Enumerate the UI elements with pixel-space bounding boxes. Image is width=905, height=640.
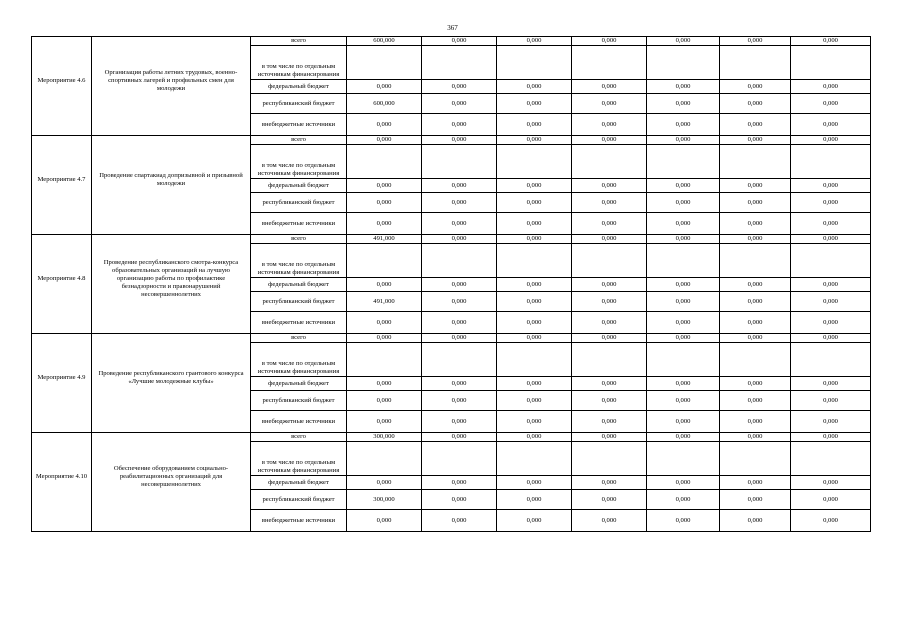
amount-cell: 0,000 (572, 476, 647, 490)
amount-cell: 0,000 (647, 80, 720, 94)
funding-source: внебюджетные источники (251, 114, 347, 136)
amount-cell: 0,000 (347, 510, 422, 532)
amount-cell: 0,000 (720, 213, 791, 235)
amount-cell: 0,000 (572, 490, 647, 510)
funding-source: федеральный бюджет (251, 278, 347, 292)
amount-cell: 0,000 (647, 490, 720, 510)
funding-source: в том числе по отдельным источникам финансирования (251, 343, 347, 377)
amount-cell: 0,000 (422, 391, 497, 411)
amount-cell: 0,000 (647, 136, 720, 145)
amount-cell: 0,000 (647, 94, 720, 114)
amount-cell (720, 46, 791, 80)
amount-cell: 0,000 (647, 312, 720, 334)
amount-cell: 0,000 (572, 193, 647, 213)
amount-cell: 0,000 (347, 334, 422, 343)
amount-cell: 0,000 (791, 312, 871, 334)
amount-cell: 0,000 (422, 334, 497, 343)
amount-cell: 0,000 (720, 510, 791, 532)
amount-cell: 0,000 (497, 278, 572, 292)
amount-cell: 0,000 (422, 433, 497, 442)
amount-cell: 0,000 (720, 391, 791, 411)
funding-table (31, 36, 871, 532)
amount-cell: 0,000 (791, 476, 871, 490)
amount-cell (791, 244, 871, 278)
amount-cell: 0,000 (347, 411, 422, 433)
amount-cell (572, 46, 647, 80)
amount-cell (647, 46, 720, 80)
amount-cell: 0,000 (791, 334, 871, 343)
amount-cell (720, 244, 791, 278)
amount-cell: 0,000 (572, 292, 647, 312)
amount-cell: 0,000 (497, 114, 572, 136)
amount-cell: 0,000 (647, 433, 720, 442)
amount-cell (572, 343, 647, 377)
amount-cell: 0,000 (572, 433, 647, 442)
amount-cell: 0,000 (572, 377, 647, 391)
amount-cell: 300,000 (347, 433, 422, 442)
amount-cell: 0,000 (647, 278, 720, 292)
amount-cell: 0,000 (720, 136, 791, 145)
amount-cell: 0,000 (647, 334, 720, 343)
amount-cell (347, 46, 422, 80)
amount-cell: 0,000 (720, 411, 791, 433)
amount-cell: 0,000 (720, 292, 791, 312)
amount-cell: 0,000 (720, 312, 791, 334)
amount-cell: 0,000 (572, 179, 647, 193)
amount-cell: 491,000 (347, 235, 422, 244)
amount-cell (572, 442, 647, 476)
amount-cell: 0,000 (497, 476, 572, 490)
amount-cell: 0,000 (422, 94, 497, 114)
amount-cell (347, 343, 422, 377)
amount-cell (791, 442, 871, 476)
amount-cell: 0,000 (647, 114, 720, 136)
activity-label: Мероприятие 4.7 (32, 136, 92, 235)
amount-cell: 0,000 (572, 213, 647, 235)
amount-cell: 0,000 (422, 476, 497, 490)
amount-cell (497, 46, 572, 80)
funding-source: всего (251, 235, 347, 244)
amount-cell: 0,000 (791, 94, 871, 114)
amount-cell: 300,000 (347, 490, 422, 510)
amount-cell: 0,000 (347, 391, 422, 411)
amount-cell: 0,000 (791, 377, 871, 391)
amount-cell (647, 343, 720, 377)
amount-cell (497, 145, 572, 179)
amount-cell: 0,000 (572, 136, 647, 145)
amount-cell: 0,000 (572, 235, 647, 244)
funding-source: федеральный бюджет (251, 80, 347, 94)
amount-cell: 0,000 (720, 278, 791, 292)
funding-source: республиканский бюджет (251, 94, 347, 114)
funding-source: федеральный бюджет (251, 476, 347, 490)
amount-cell: 491,000 (347, 292, 422, 312)
amount-cell: 0,000 (347, 179, 422, 193)
amount-cell: 0,000 (572, 94, 647, 114)
amount-cell: 0,000 (647, 292, 720, 312)
activity-name: Организация работы летних трудовых, военно-спортивных лагерей и профильных смен для молодежи (92, 37, 251, 136)
amount-cell: 0,000 (791, 193, 871, 213)
amount-cell: 0,000 (647, 476, 720, 490)
funding-source: всего (251, 433, 347, 442)
amount-cell (422, 145, 497, 179)
table-row (32, 433, 871, 442)
amount-cell (422, 46, 497, 80)
amount-cell: 0,000 (497, 433, 572, 442)
funding-source: республиканский бюджет (251, 193, 347, 213)
funding-source: внебюджетные источники (251, 510, 347, 532)
amount-cell: 0,000 (497, 490, 572, 510)
funding-source: в том числе по отдельным источникам финансирования (251, 442, 347, 476)
amount-cell (791, 46, 871, 80)
amount-cell (572, 145, 647, 179)
amount-cell: 0,000 (720, 114, 791, 136)
amount-cell (497, 343, 572, 377)
funding-source: внебюджетные источники (251, 213, 347, 235)
funding-source: федеральный бюджет (251, 377, 347, 391)
amount-cell: 0,000 (497, 377, 572, 391)
amount-cell: 0,000 (791, 292, 871, 312)
amount-cell: 0,000 (647, 193, 720, 213)
amount-cell: 0,000 (647, 179, 720, 193)
amount-cell: 0,000 (422, 411, 497, 433)
amount-cell: 0,000 (497, 179, 572, 193)
amount-cell: 600,000 (347, 37, 422, 46)
page-number: 367 (447, 24, 458, 32)
amount-cell: 0,000 (422, 37, 497, 46)
amount-cell: 0,000 (497, 312, 572, 334)
amount-cell (647, 145, 720, 179)
amount-cell (422, 343, 497, 377)
amount-cell: 0,000 (347, 136, 422, 145)
amount-cell: 0,000 (791, 136, 871, 145)
funding-source: федеральный бюджет (251, 179, 347, 193)
activity-label: Мероприятие 4.8 (32, 235, 92, 334)
amount-cell: 0,000 (572, 334, 647, 343)
activity-label: Мероприятие 4.6 (32, 37, 92, 136)
funding-source: всего (251, 334, 347, 343)
amount-cell: 0,000 (791, 235, 871, 244)
activity-name: Проведение республиканского грантового конкурса «Лучшие молодежные клубы» (92, 334, 251, 433)
amount-cell: 0,000 (572, 278, 647, 292)
amount-cell: 0,000 (497, 193, 572, 213)
amount-cell: 0,000 (347, 213, 422, 235)
amount-cell: 0,000 (720, 37, 791, 46)
amount-cell (422, 442, 497, 476)
amount-cell: 0,000 (347, 193, 422, 213)
amount-cell: 0,000 (422, 312, 497, 334)
amount-cell: 0,000 (720, 80, 791, 94)
amount-cell: 0,000 (497, 510, 572, 532)
amount-cell: 0,000 (791, 179, 871, 193)
amount-cell: 0,000 (347, 377, 422, 391)
amount-cell: 0,000 (572, 391, 647, 411)
amount-cell: 0,000 (347, 476, 422, 490)
amount-cell: 0,000 (497, 334, 572, 343)
amount-cell: 0,000 (720, 179, 791, 193)
amount-cell: 0,000 (572, 114, 647, 136)
activity-label: Мероприятие 4.10 (32, 433, 92, 532)
table-row (32, 235, 871, 244)
amount-cell: 0,000 (497, 37, 572, 46)
amount-cell (791, 145, 871, 179)
amount-cell: 0,000 (422, 213, 497, 235)
amount-cell: 0,000 (422, 235, 497, 244)
activity-label: Мероприятие 4.9 (32, 334, 92, 433)
amount-cell: 0,000 (422, 80, 497, 94)
amount-cell (572, 244, 647, 278)
amount-cell: 0,000 (791, 490, 871, 510)
amount-cell (497, 442, 572, 476)
amount-cell: 0,000 (572, 80, 647, 94)
amount-cell: 0,000 (720, 235, 791, 244)
amount-cell: 0,000 (791, 510, 871, 532)
amount-cell: 0,000 (791, 278, 871, 292)
amount-cell: 0,000 (791, 37, 871, 46)
amount-cell: 0,000 (422, 193, 497, 213)
amount-cell: 0,000 (572, 411, 647, 433)
funding-source: в том числе по отдельным источникам финансирования (251, 244, 347, 278)
amount-cell: 0,000 (647, 510, 720, 532)
amount-cell (647, 244, 720, 278)
amount-cell: 0,000 (647, 235, 720, 244)
funding-source: внебюджетные источники (251, 312, 347, 334)
amount-cell: 0,000 (422, 377, 497, 391)
activity-name: Обеспечение оборудованием социально-реабилитационных организаций для несовершеннолетних (92, 433, 251, 532)
amount-cell: 0,000 (720, 193, 791, 213)
amount-cell: 0,000 (647, 213, 720, 235)
amount-cell: 0,000 (422, 278, 497, 292)
amount-cell: 0,000 (647, 377, 720, 391)
amount-cell: 0,000 (497, 136, 572, 145)
table-row (32, 136, 871, 145)
amount-cell: 600,000 (347, 94, 422, 114)
amount-cell: 0,000 (791, 114, 871, 136)
amount-cell (347, 145, 422, 179)
amount-cell (720, 343, 791, 377)
amount-cell: 0,000 (791, 433, 871, 442)
amount-cell: 0,000 (720, 433, 791, 442)
funding-source: в том числе по отдельным источникам финансирования (251, 145, 347, 179)
amount-cell: 0,000 (347, 80, 422, 94)
amount-cell: 0,000 (347, 312, 422, 334)
amount-cell (347, 244, 422, 278)
amount-cell: 0,000 (422, 179, 497, 193)
amount-cell (791, 343, 871, 377)
funding-source: республиканский бюджет (251, 292, 347, 312)
amount-cell (647, 442, 720, 476)
funding-source: всего (251, 136, 347, 145)
amount-cell: 0,000 (497, 94, 572, 114)
amount-cell: 0,000 (572, 312, 647, 334)
amount-cell (422, 244, 497, 278)
amount-cell: 0,000 (572, 37, 647, 46)
amount-cell: 0,000 (422, 114, 497, 136)
table-row (32, 37, 871, 46)
amount-cell: 0,000 (497, 292, 572, 312)
funding-source: внебюджетные источники (251, 411, 347, 433)
amount-cell: 0,000 (422, 292, 497, 312)
amount-cell: 0,000 (791, 391, 871, 411)
amount-cell: 0,000 (347, 114, 422, 136)
funding-source: республиканский бюджет (251, 490, 347, 510)
amount-cell: 0,000 (791, 411, 871, 433)
amount-cell (720, 145, 791, 179)
amount-cell: 0,000 (497, 213, 572, 235)
amount-cell: 0,000 (497, 80, 572, 94)
funding-source: в том числе по отдельным источникам финансирования (251, 46, 347, 80)
amount-cell: 0,000 (647, 391, 720, 411)
amount-cell: 0,000 (647, 411, 720, 433)
amount-cell (497, 244, 572, 278)
amount-cell: 0,000 (720, 377, 791, 391)
amount-cell: 0,000 (791, 80, 871, 94)
funding-source: всего (251, 37, 347, 46)
amount-cell: 0,000 (422, 490, 497, 510)
amount-cell (347, 442, 422, 476)
amount-cell: 0,000 (347, 278, 422, 292)
amount-cell: 0,000 (647, 37, 720, 46)
amount-cell: 0,000 (497, 411, 572, 433)
amount-cell: 0,000 (422, 136, 497, 145)
amount-cell: 0,000 (720, 334, 791, 343)
activity-name: Проведение спартакиад допризывной и призывной молодежи (92, 136, 251, 235)
amount-cell: 0,000 (572, 510, 647, 532)
table-row (32, 334, 871, 343)
amount-cell: 0,000 (497, 235, 572, 244)
funding-source: республиканский бюджет (251, 391, 347, 411)
amount-cell: 0,000 (791, 213, 871, 235)
amount-cell: 0,000 (497, 391, 572, 411)
amount-cell (720, 442, 791, 476)
amount-cell: 0,000 (720, 490, 791, 510)
amount-cell: 0,000 (720, 94, 791, 114)
funding-table-body (32, 37, 871, 532)
activity-name: Проведение республиканского смотра-конкурса образовательных организаций на лучшую организацию работы по профилактике безнадзорности и правонарушений несовершеннолетних (92, 235, 251, 334)
amount-cell: 0,000 (422, 510, 497, 532)
amount-cell: 0,000 (720, 476, 791, 490)
